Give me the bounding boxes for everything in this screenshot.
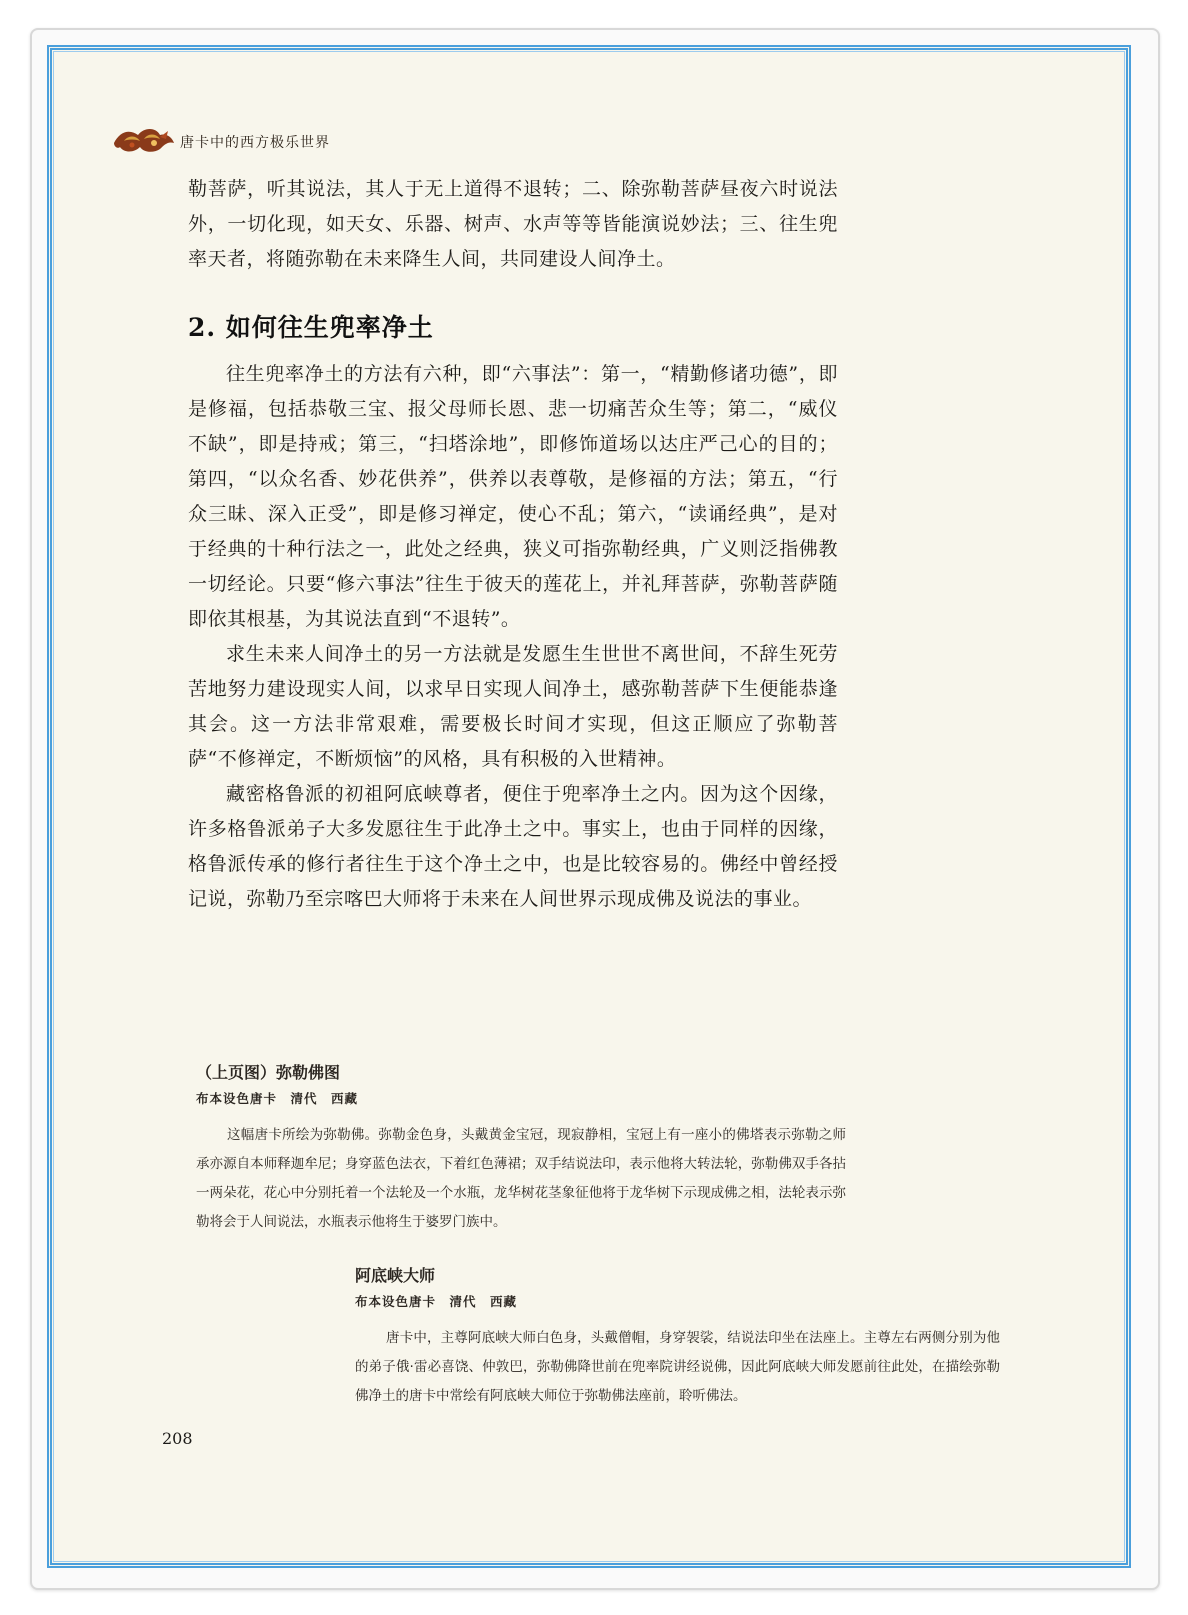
running-header bbox=[110, 124, 330, 160]
body-paragraph: 藏密格鲁派的初祖阿底峡尊者，便住于兜率净土之内。因为这个因缘，许多格鲁派弟子大多发愿往生于此净土之中。事实上，也由于同样的因缘，格鲁派传承的修行者往生于这个净土之中，也是比较容易的。佛经中曾经授记说，弥勒乃至宗喀巴大师将于未来在人间世界示现成佛及说法的事业。 bbox=[188, 783, 838, 910]
caption-title: （上页图）弥勒佛图 bbox=[196, 1063, 341, 1082]
caption-maitreya bbox=[196, 1060, 846, 1237]
caption-atisha bbox=[355, 1263, 1000, 1411]
dragon-ornament-icon bbox=[110, 123, 178, 161]
caption-subtitle: 布本设色唐卡 清代 西藏 bbox=[196, 1091, 359, 1106]
running-title: 唐卡中的西方极乐世界 bbox=[180, 135, 330, 151]
section-heading: 2. 如何往生兜率净土 bbox=[188, 313, 434, 342]
body-paragraph: 往生兜率净土的方法有六种，即“六事法”：第一，“精勤修诸功德”，即是修福，包括恭敬三宝、报父母师长恩、悲一切痛苦众生等；第二，“威仪不缺”，即是持戒；第三，“扫塔涂地”，即修饰道场以达庄严己心的目的；第四，“以众名香、妙花供养”，供养以表尊敬，是修福的方法；第五，“行众三昧、深入正受”，即是修习禅定，使心不乱；第六，“读诵经典”，是对于经典的十种行法之一，此处之经典，狭义可指弥勒经典，广义则泛指佛教一切经论。只要“修六事法”往生于彼天的莲花上，并礼拜菩萨，弥勒菩萨随即依其根基，为其说法直到“不退转”。 bbox=[188, 363, 838, 630]
section-body bbox=[188, 357, 838, 917]
caption-text: 唐卡中，主尊阿底峡大师白色身，头戴僧帽，身穿袈裟，结说法印坐在法座上。主尊左右两侧分别为他的弟子俄·雷必喜饶、仲敦巴，弥勒佛降世前在兜率院讲经说佛，因此阿底峡大师发愿前往此处，在描绘弥勒佛净土的唐卡中常绘有阿底峡大师位于弥勒佛法座前，聆听佛法。 bbox=[355, 1330, 1000, 1404]
caption-text: 这幅唐卡所绘为弥勒佛。弥勒金色身，头戴黄金宝冠，现寂静相，宝冠上有一座小的佛塔表示弥勒之师承亦源自本师释迦牟尼；身穿蓝色法衣，下着红色薄裙；双手结说法印，表示他将大转法轮，弥勒佛双手各拈一两朵花，花心中分别托着一个法轮及一个水瓶，龙华树花茎象征他将于龙华树下示现成佛之相，法轮表示弥勒将会于人间说法，水瓶表示他将生于婆罗门族中。 bbox=[196, 1127, 846, 1230]
body-paragraph: 求生未来人间净土的另一方法就是发愿生生世世不离世间，不辞生死劳苦地努力建设现实人间，以求早日实现人间净土，感弥勒菩萨下生便能恭逢其会。这一方法非常艰难，需要极长时间才实现，但这正顺应了弥勒菩萨“不修禅定，不断烦恼”的风格，具有积极的入世精神。 bbox=[188, 643, 838, 770]
caption-title: 阿底峡大师 bbox=[355, 1266, 436, 1285]
caption-body bbox=[196, 1121, 846, 1237]
intro-paragraph: 勒菩萨，听其说法，其人于无上道得不退转；二、除弥勒菩萨昼夜六时说法外，一切化现，如天女、乐器、树声、水声等等皆能演说妙法；三、往生兜率天者，将随弥勒在未来降生人间，共同建设人间净土。 bbox=[188, 178, 838, 270]
page-number: 208 bbox=[162, 1429, 193, 1448]
caption-body bbox=[355, 1324, 1000, 1411]
caption-subtitle: 布本设色唐卡 清代 西藏 bbox=[355, 1294, 518, 1309]
intro-text bbox=[188, 172, 838, 277]
